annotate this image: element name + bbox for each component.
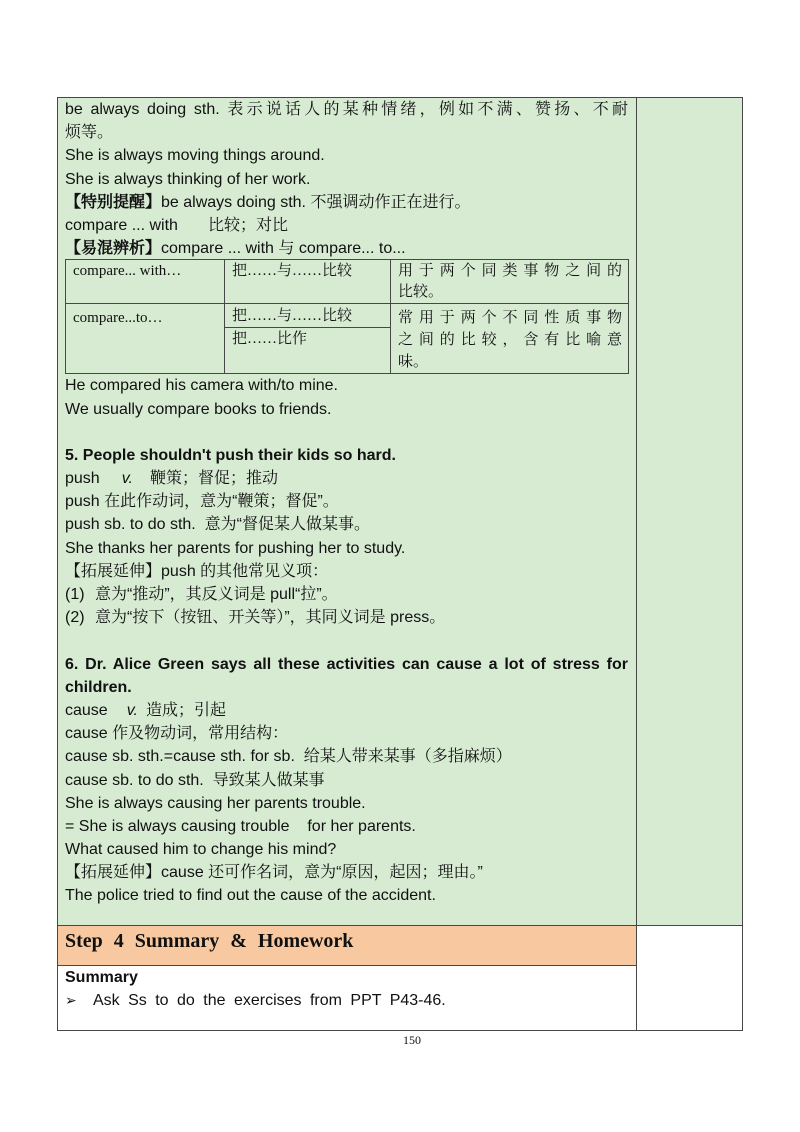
part-of-speech: v. — [121, 470, 133, 488]
example-sentence: She is always moving things around. — [65, 147, 325, 165]
side-column-cell — [636, 97, 743, 926]
usage-cell — [391, 304, 629, 374]
sense-marker: (2) — [65, 609, 85, 627]
cause-headword-line — [65, 699, 628, 722]
sense-item — [65, 606, 628, 629]
headword: cause — [65, 701, 108, 719]
phrase-cell — [66, 260, 225, 304]
headword-meaning: 鞭策；督促；推动 — [149, 470, 278, 488]
special-reminder-line — [65, 191, 628, 214]
table-row — [66, 260, 629, 304]
translation-text: 把……与……比较 — [232, 263, 353, 280]
step-title: Step 4 Summary & Homework — [65, 930, 354, 952]
headword: compare ... with — [65, 216, 178, 234]
contrast-analysis-line — [65, 237, 628, 260]
lesson-notes — [65, 98, 628, 908]
arrow-bullet-icon: ➢ — [65, 993, 77, 1009]
phrase-cell — [66, 304, 225, 374]
part-of-speech: v. — [126, 701, 138, 719]
usage-note: cause 作及物动词，常用结构： — [65, 725, 289, 743]
usage-line: 常用于两个不同性质事物 — [398, 310, 622, 327]
be-always-explanation-line1: be always doing sth. 表示说话人的某种情绪，例如不满、赞扬、不耐 — [65, 101, 628, 118]
translation-cell — [225, 260, 391, 304]
example-sentence: He compared his camera with/to mine. — [65, 377, 338, 395]
extension-line — [65, 861, 628, 884]
sense-item — [65, 583, 628, 606]
usage-line: 之间的比较，含有比喻意 — [398, 332, 622, 349]
extension-text: cause 还可作名词，意为“原因，起因；理由。” — [161, 864, 483, 882]
headword: push — [65, 470, 100, 488]
page-number: 150 — [403, 1033, 421, 1047]
usage-line: 比较。 — [398, 284, 444, 301]
example-sentence: The police tried to find out the cause of the accident. — [65, 887, 436, 905]
extension-line — [65, 560, 628, 583]
phrase-text: compare...to… — [73, 310, 163, 327]
usage-line: 味。 — [398, 354, 429, 371]
extension-text: push 的其他常见义项： — [161, 562, 329, 580]
point-6-heading: 6. Dr. Alice Green says all these activities can cause a lot of stress for children. — [65, 655, 628, 696]
headword-meaning: 比较；对比 — [207, 216, 288, 234]
translation-cell — [225, 304, 391, 374]
example-sentence: She is always thinking of her work. — [65, 170, 311, 188]
summary-item-text: Ask Ss to do the exercises from PPT P43-46. — [93, 992, 446, 1009]
usage-note: push 在此作动词，意为“鞭策；督促”。 — [65, 493, 339, 511]
sense-marker: (1) — [65, 586, 85, 603]
table-row — [66, 304, 629, 374]
step-header-cell — [57, 925, 637, 966]
summary-cell — [57, 965, 637, 1031]
usage-cell — [391, 260, 629, 304]
example-sentence: She is always causing her parents trouble. — [65, 794, 366, 812]
reminder-tag: 【特别提醒】 — [65, 193, 162, 211]
summary-item — [65, 989, 628, 1012]
summary-heading: Summary — [65, 969, 138, 986]
contrast-text: compare ... with 与 compare... to... — [161, 240, 406, 258]
extension-tag: 【拓展延伸】 — [65, 562, 162, 580]
contrast-tag: 【易混辨析】 — [65, 240, 162, 258]
usage-note: push sb. to do sth. 意为“督促某人做某事。 — [65, 516, 370, 534]
compare-contrast-table — [65, 259, 629, 374]
example-sentence: She thanks her parents for pushing her to study. — [65, 539, 406, 557]
usage-line: 用于两个同类事物之间的 — [398, 263, 622, 280]
side-column-cell — [636, 925, 743, 1031]
compare-headword-line — [65, 214, 628, 237]
translation-text: 把……与……比较 — [225, 304, 390, 328]
example-sentence: = She is always causing trouble for her parents. — [65, 817, 416, 835]
push-headword-line — [65, 467, 628, 490]
lesson-content-cell — [57, 97, 637, 926]
summary-content — [65, 966, 628, 1012]
blank-line — [65, 629, 628, 652]
point-5-heading: 5. People shouldn't push their kids so hard. — [65, 446, 396, 464]
sense-text: 意为“推动”，其反义词是 pull“拉”。 — [95, 586, 338, 603]
phrase-text: compare... with… — [73, 263, 182, 280]
reminder-text: be always doing sth. 不强调动作正在进行。 — [161, 193, 471, 211]
headword-meaning: 造成；引起 — [145, 701, 226, 719]
be-always-explanation-line2: 烦等。 — [65, 124, 114, 142]
extension-tag: 【拓展延伸】 — [65, 864, 162, 882]
example-sentence: What caused him to change his mind? — [65, 841, 337, 859]
sense-text: 意为“按下（按钮、开关等）”，其同义词是 press。 — [95, 609, 446, 627]
translation-text: 把……比作 — [232, 331, 308, 348]
example-sentence: We usually compare books to friends. — [65, 400, 332, 418]
blank-line — [65, 421, 628, 444]
usage-pattern: cause sb. to do sth. 导致某人做某事 — [65, 771, 325, 789]
usage-pattern: cause sb. sth.=cause sth. for sb. 给某人带来某事（多指麻烦） — [65, 748, 512, 766]
